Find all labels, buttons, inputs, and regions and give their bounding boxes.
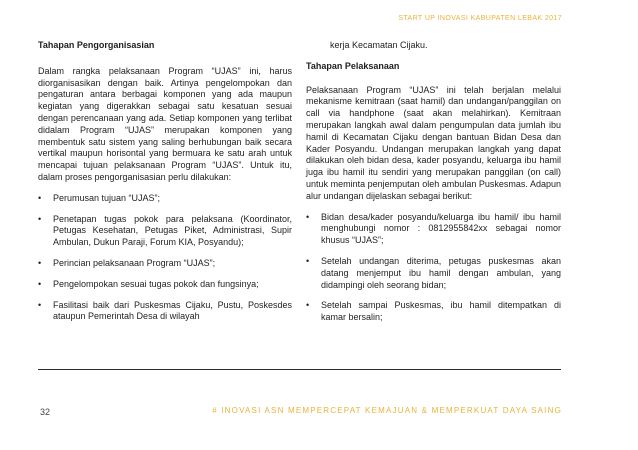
list-item: • Bidan desa/kader posyandu/keluarga ibu hamil/ ibu hamil menghubungi nomor : 0812955842xx sebagai nomor khusus “UJAS”; [306,211,561,246]
bullet-icon: • [306,255,310,266]
list-item: • Penetapan tugas pokok para pelaksana (Koordinator, Petugas Kesehatan, Petugas Piket, Administrasi, Supir Ambulan, Dukun Paraji, Forum KIA, Posyandu); [38,213,292,248]
bullet-icon: • [306,211,310,222]
bullet-icon: • [38,257,42,268]
bullet-icon: • [38,213,42,224]
implementation-bullet-list [306,212,561,324]
footer-divider [38,369,561,370]
continued-bullet-text: kerja Kecamatan Cijaku. [330,40,428,50]
organizing-bullet-list [38,193,292,323]
section-heading-implementation: Tahapan Pelaksanaan [306,60,400,71]
list-item: • Perincian pelaksanaan Program “UJAS”; [38,257,216,268]
bullet-icon: • [38,299,42,310]
section-heading-organizing: Tahapan Pengorganisasian [38,40,155,50]
left-column [38,40,292,332]
list-item: • Fasilitasi baik dari Puskesmas Cijaku, Pustu, Poskesdes ataupun Pemerintah Desa di wilayah [38,299,292,322]
page-number: 32 [40,407,51,417]
running-header: START UP INOVASI KABUPATEN LEBAK 2017 [398,15,562,22]
list-item: • Setelah undangan diterima, petugas puskesmas akan datang menjemput ibu hamil dengan ambulan, yang didampingi oleh seorang bidan; [306,255,561,290]
implementation-paragraph: Pelaksanaan Program “UJAS” ini telah berjalan melalui mekanisme kemitraan (saat hamil) dan undangan/panggilan on call via handphone (saat akan melahirkan). Kemitraan merupakan langkah awal dalam pengumpulan data jumlah ibu hamil di Kecamatan Cijaku dengan bantuan Bidan Desa dan Kader Posyandu. Undangan merupakan langkah yang dapat dilakukan oleh bidan desa, kader posyandu, keluarga ibu hamil juga ibu hamil itu sendiri yang merupakan panggilan (on call) untuk meminta penjemputan oleh ambulan Puskesmas. Adapun alur undangan dijelaskan sebagai berikut: [306,84,561,201]
list-item: • Setelah sampai Puskesmas, ibu hamil ditempatkan di kamar bersalin; [306,300,561,323]
list-item: • Pengelompokan sesuai tugas pokok dan fungsinya; [38,278,259,289]
bullet-icon: • [38,192,42,203]
intro-paragraph: Dalam rangka pelaksanaan Program “UJAS” ini, harus diorganisasikan dengan baik. Artinya pengelompokan dan pengaturan antara berbagai komponen yang ada maupun kegiatan yang digerakkan sebagai satu kesatuan sesuai dengan perencanaan yang ada. Setiap komponen yang terlibat didalam Program “UJAS” merupakan komponen yang membentuk satu sistem yang saling berhubungan baik secara vertikal maupun horisontal yang bermuara ke satu arah untuk mencapai tujuan pelaksanaan Program “UJAS”. Untuk itu, dalam proses pengorganisasian perlu dilakukan: [38,65,292,182]
right-column [306,40,561,333]
footer-tagline: # INOVASI ASN MEMPERCEPAT KEMAJUAN & MEMPERKUAT DAYA SAING [212,406,562,415]
bullet-icon: • [38,278,42,289]
bullet-icon: • [306,300,310,311]
list-item: • Perumusan tujuan “UJAS”; [38,192,161,203]
